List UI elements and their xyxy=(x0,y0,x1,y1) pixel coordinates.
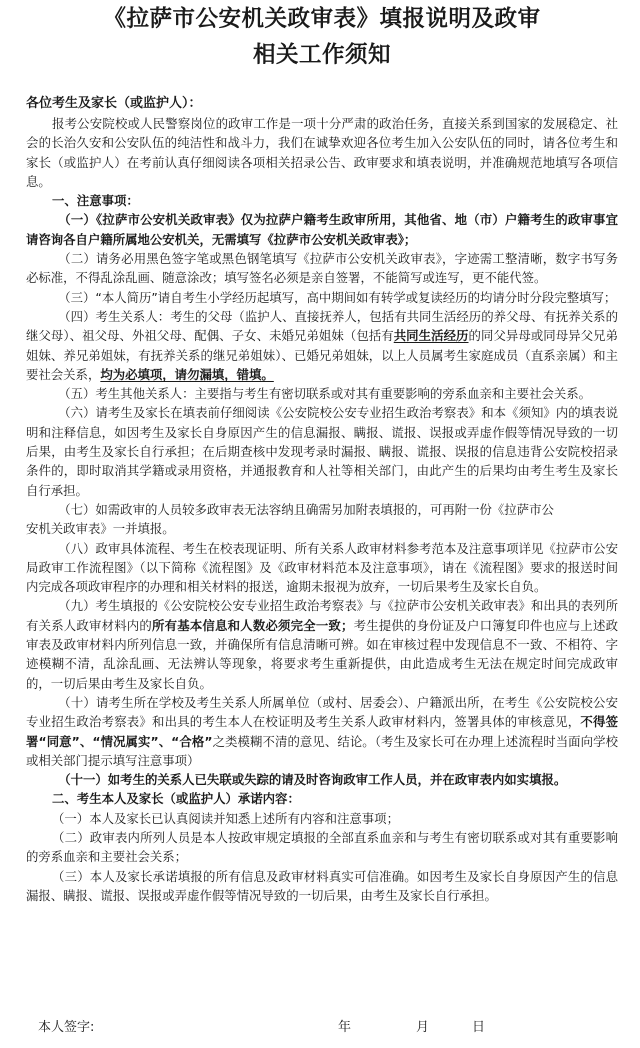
signature-year: 年 xyxy=(338,1020,352,1035)
notice-item-10-text-b: 之类模糊不清的意见、结论。（考生及家长可在办理上述流程时当面向学校或相关部门提示填写注意事项） xyxy=(26,733,618,768)
notice-item-11: （十一）如考生的关系人已失联或失踪的请及时咨询政审工作人员，并在政审表内如实填报。 xyxy=(58,772,567,788)
notice-item-9-emphasis: 所有基本信息和人数必须完全一致； xyxy=(152,617,354,633)
notice-item-4-text-b: 的同父异母或同母异父兄弟姐妹、养兄弟姐妹，有抚养关系的继兄弟姐妹）、已婚兄弟姐妹，以上人员属考生家庭成员（直系亲属）和主要社会关系， xyxy=(26,328,619,382)
notice-item-7a: （七）如需政审的人员较多政审表无法容纳且确需另加附表填报的，可再附一份《拉萨市公 xyxy=(58,501,554,517)
notice-item-10 xyxy=(26,693,618,770)
pledge-item-3: （三）本人及家长承诺填报的所有信息及政审材料真实可信准确。如因考生及家长自身原因产生的信息漏报、瞒报、谎报、误报或弄虚作假等情况导致的一切后果，由考生及家长自行承担。 xyxy=(26,868,618,903)
notice-item-3: （三）“本人简历”请自考生小学经历起填写，高中期间如有转学或复读经历的均请分时分段完整填写； xyxy=(58,289,617,305)
notice-item-10-text-a: （十）请考生所在学校及考生关系人所属单位（或村、居委会）、户籍派出所，在考生《公安院校公安专业招生政治考察表》和出具的考生本人在校证明及考生关系人政审材料内，签署具体的审核意见， xyxy=(26,694,618,730)
signature-month: 月 xyxy=(416,1020,430,1035)
notice-item-9 xyxy=(26,596,618,692)
signature-day: 日 xyxy=(472,1020,486,1035)
pledge-item-2: （二）政审表内所列人员是本人按政审规定填报的全部直系血亲和与考生有密切联系或对其有重要影响的旁系血亲和主要社会关系； xyxy=(26,829,618,865)
notice-item-10-emphasis: 不得签署“同意”、“情况属实”、“合格” xyxy=(26,714,619,749)
notice-item-8: （八）政审具体流程、考生在校表现证明、所有关系人政审材料参考范本及注意事项详见《拉萨市公安局政审工作流程图》（以下简称《流程图》及《政审材料范本及注意事项》，请在《流程图》要求的报送时间内完成各项政审程序的办理和相关材料的报送，逾期未报视为放弃，一切后果考生及家长自负。 xyxy=(26,540,618,595)
pledge-item-1: （一）本人及家长已认真阅读并知悉上述所有内容和注意事项； xyxy=(52,810,399,826)
intro-paragraph: 报考公安院校或人民警察岗位的政审工作是一项十分严肃的政治任务，直接关系到国家的发展稳定、社会的长治久安和公安队伍的纯洁性和战斗力，我们在诚挚欢迎各位考生加入公安队伍的同时，请各位考生和家长（或监护人）在考前认真仔细阅读各项相关招录公告、政审要求和填表说明，并准确规范地填写各项信息。 xyxy=(26,116,618,189)
title-line-2: 相关工作须知 xyxy=(252,42,391,68)
notice-item-6: （六）请考生及家长在填表前仔细阅读《公安院校公安专业招生政治考察表》和本《须知》内的填表说明和注释信息，如因考生及家长自身原因产生的信息漏报、瞒报、谎报、误报或弄虚作假等情况导致的一切后果，由考生及家长自行承担；在后期查核中发现考录时漏报、瞒报、谎报、误报的信息违背公安院校招录条件的，即时取消其学籍或录用资格，并通报教育和人社等相关部门，由此产生的后果均由考生考生及家长自行承担。 xyxy=(26,405,618,498)
notice-item-5: （五）考生其他关系人：主要指与考生有密切联系或对其有重要影响的旁系血亲和主要社会关系。 xyxy=(58,386,592,402)
notice-item-9-text-b: 考生提供的身份证及户口簿复印件也应与上述政审表及政审材料内所列信息一致，并确保所有信息清晰可辨。如在审核过程中发现信息不一致、不相符、字迹模糊不清，乱涂乱画、无法辨认等现象，将要求考生重新提供，由此造成考生无法在规定时间完成政审的，一切后果由考生及家长自负。 xyxy=(26,617,619,691)
notice-item-2: （二）请务必用黑色签字笔或黑色钢笔填写《拉萨市公安机关政审表》，字迹需工整清晰，数字书写务必标准，不得乱涂乱画、随意涂改；填写签名必须是亲自签署，不能简写或连写，更不能代签。 xyxy=(26,251,618,286)
signature-label: 本人签字: xyxy=(38,1020,95,1035)
section-2-heading: 二、考生本人及家长（或监护人）承诺内容： xyxy=(52,791,300,807)
notice-item-4 xyxy=(26,307,618,384)
notice-item-9-text-a: （九）考生填报的《公安院校公安专业招生政治考察表》与《拉萨市公安机关政审表》和出具的表列所有关系人政审材料内的 xyxy=(26,598,618,633)
notice-item-7b: 安机关政审表》一并填报。 xyxy=(26,521,175,537)
title-line-1: 《拉萨市公安机关政审表》填报说明及政审 xyxy=(103,6,541,32)
section-1-heading: 一、注意事项： xyxy=(52,193,139,209)
notice-item-4-text-a: （四）考生关系人：考生的父母（监护人、直接抚养人，包括有共同生活经历的养父母、有抚养关系的继父母）、祖父母、外祖父母、配偶、子女、未婚兄弟姐妹（包括有 xyxy=(26,308,618,344)
document-title xyxy=(26,0,618,73)
notice-item-4-emphasis-b: 均为必填项，请勿漏填，错填。 xyxy=(100,366,274,382)
notice-item-1: （一）《拉萨市公安机关政审表》仅为拉萨户籍考生政审所用，其他省、地（市）户籍考生的政审事宜请咨询各自户籍所属地公安机关，无需填写《拉萨市公安机关政审表》； xyxy=(26,212,618,247)
notice-item-4-emphasis-a: 共同生活经历 xyxy=(393,328,469,344)
salutation: 各位考生及家长（或监护人）： xyxy=(26,96,202,111)
